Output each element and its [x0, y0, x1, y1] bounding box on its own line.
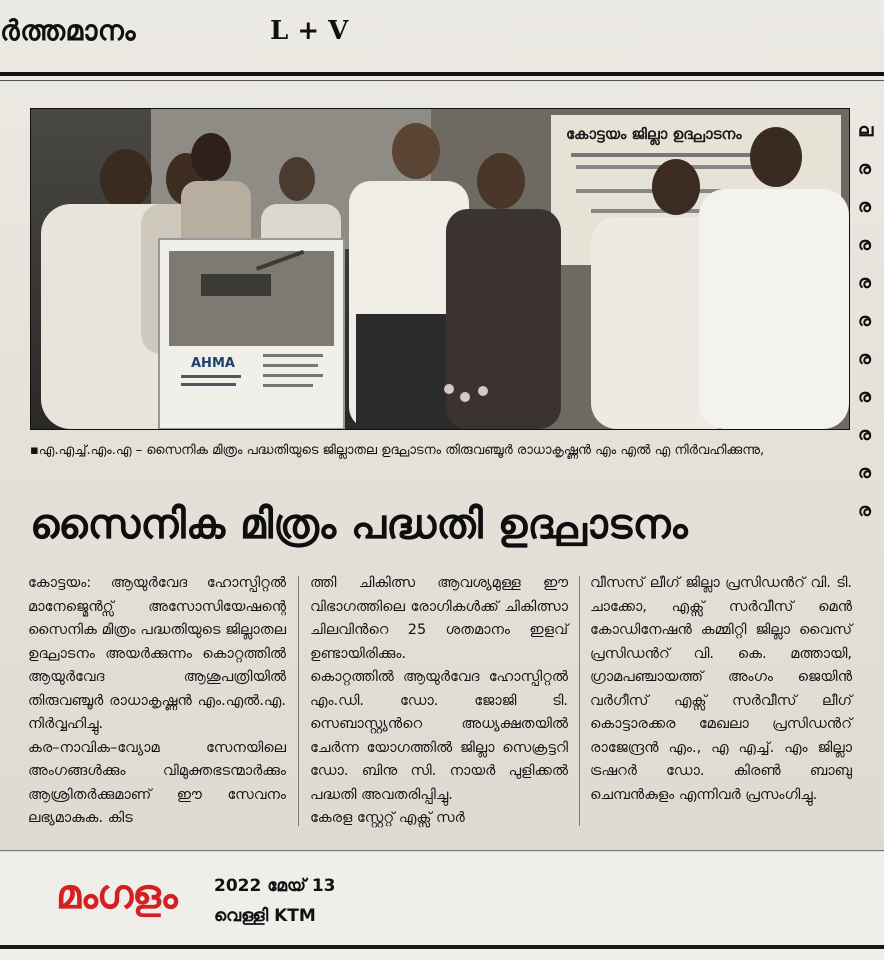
edition-label: L + V — [270, 16, 349, 46]
paragraph: കേരള സ്റ്റേറ്റ് എക്സ് സർ — [310, 810, 465, 826]
top-rule — [0, 72, 884, 76]
fragment-char: ര — [858, 272, 871, 293]
paragraph: ത്തി ചികിത്സ ആവശ്യമുള്ള ഈ വിഭാഗത്തിലെ രോഗികൾക്ക് ചികിത്സാ ചിലവിൻറെ 25 ശതമാനം ഇളവ് ഉണ്ടായിരിക്കും. — [310, 575, 568, 662]
fragment-char: ര — [858, 500, 871, 521]
column-divider — [298, 576, 299, 826]
fragment-char: ര — [858, 234, 871, 255]
fragment-char: ര — [858, 310, 871, 331]
publication-date: 2022 മേയ് 13 — [214, 876, 336, 896]
photo-illustration — [31, 109, 849, 429]
photo-caption: ▪എ.എച്ച്.എം.എ – സൈനിക മിത്രം പദ്ധതിയുടെ ജില്ലാതല ഉദ്ഘാടനം തിരുവഞ്ചൂർ രാധാകൃഷ്ണൻ എം എൽ എ നിർവഹിക്കുന്നു, — [30, 443, 765, 458]
adjacent-column-fragment — [858, 112, 884, 532]
article-column-3 — [590, 572, 852, 807]
paragraph: കര–നാവിക–വ്യോമ സേനയിലെ അംഗങ്ങൾക്കും വിമുക്തഭടന്മാർക്കും ആശ്രിതർക്കുമാണ് ഈ സേവനം ലഭ്യമാകുക. കിട — [28, 739, 286, 826]
bottom-rule — [0, 945, 884, 949]
paragraph: വീസസ് ലീഗ് ജില്ലാ പ്രസിഡൻറ് വി. ടി. ചാക്കോ, എക്സ് സർവീസ് മെൻ കോഡിനേഷൻ കമ്മിറ്റി ജില്ലാ വൈസ് പ്രസിഡൻറ് വി. കെ. മത്തായി, ഗ്രാമപഞ്ചായത്ത് അംഗം ജെയിൻ വർഗീസ് എക്സ് സർവീസ് ലീഗ് കൊട്ടാരക്കര മേഖലാ പ്രസിഡൻറ് രാജേന്ദ്രൻ എം., എ എച്ച്. എം ജില്ലാ ട്രഷറർ ഡോ. കിരൺ ബാബു ചെമ്പൻകുളം എന്നിവർ പ്രസംഗിച്ചു. — [590, 575, 852, 803]
banner-title: കോട്ടയം ജില്ലാ ഉദ്ഘാടനം — [566, 125, 742, 143]
article-headline: സൈനിക മിത്രം പദ്ധതി ഉദ്ഘാടനം — [30, 500, 688, 548]
footer-rule — [0, 850, 884, 851]
newspaper-logo: മംഗളം — [56, 872, 177, 918]
fragment-char: ര — [858, 158, 871, 179]
fragment-char: ര — [858, 348, 871, 369]
top-rule-thin — [0, 80, 884, 81]
article-column-1 — [28, 572, 286, 831]
article-column-2 — [310, 572, 568, 831]
masthead-title: ർത്തമാനം — [0, 14, 137, 47]
news-photo — [30, 108, 850, 430]
fragment-char: ല — [858, 120, 874, 141]
paragraph: കോട്ടയം: ആയുർവേദ ഹോസ്പിറ്റൽ മാനേജ്മെൻറ്സ് അസോസിയേഷന്റെ സൈനിക മിത്രം പദ്ധതിയുടെ ജില്ലാതല ഉദ്ഘാടനം അയർക്കുന്നം കൊറ്റത്തിൽ ആയുർവേദ ആശുപത്രിയിൽ തിരുവഞ്ചൂർ രാധാകൃഷ്ണൻ എം.എൽ.എ. നിർവ്വഹിച്ചു. — [28, 575, 286, 732]
fragment-char: ര — [858, 462, 871, 483]
publication-day-edition: വെള്ളി KTM — [214, 906, 316, 926]
poster-title: AHMA — [191, 356, 235, 371]
fragment-char: ര — [858, 196, 871, 217]
held-poster — [159, 239, 344, 429]
fragment-char: ര — [858, 424, 871, 445]
column-divider — [579, 576, 580, 826]
article-body — [28, 572, 852, 842]
fragment-char: ര — [858, 386, 871, 407]
paragraph: കൊറ്റത്തിൽ ആയുർവേദ ഹോസ്പിറ്റൽ എം.ഡി. ഡോ. ജോജി ടി. സെബാസ്റ്റ്യൻറെ അധ്യക്ഷതയിൽ ചേർന്ന യോഗത്തിൽ ജില്ലാ സെക്രട്ടറി ഡോ. ബിനു സി. നായർ പുളിക്കൽ പദ്ധതി അവതരിപ്പിച്ചു. — [310, 669, 568, 803]
